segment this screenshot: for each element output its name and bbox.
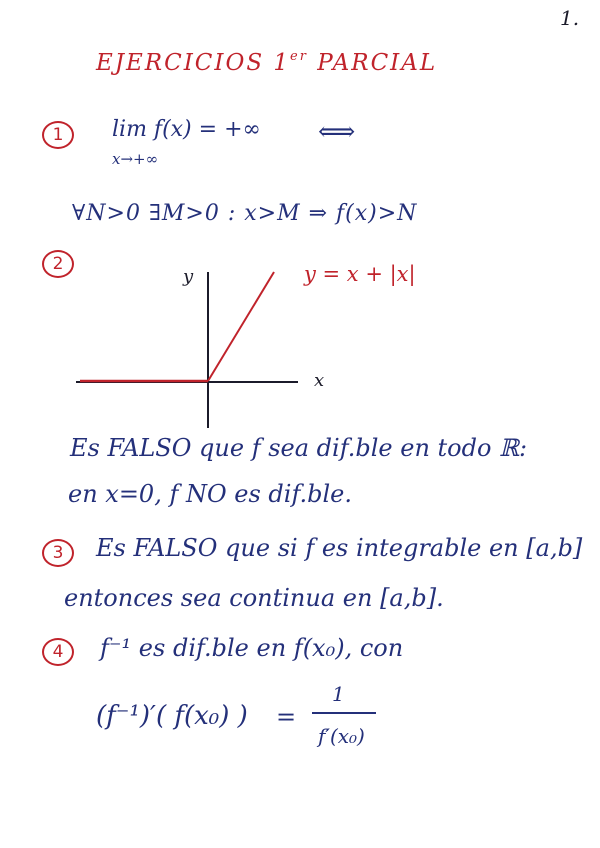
exercise-3-number: 3: [42, 539, 74, 567]
exercise-3-line-2: entonces sea continua en [a,b].: [64, 584, 444, 612]
x-axis-label: x: [314, 370, 325, 391]
exercise-1-number: 1: [42, 121, 74, 149]
exercise-2-line-2: en x=0, f NO es dif.ble.: [68, 480, 352, 508]
limit-definition: ∀N>0 ∃M>0 : x>M ⇒ f(x)>N: [72, 201, 418, 226]
derivative-inverse-lhs: (f⁻¹)′( f(x₀) ): [96, 701, 248, 731]
exercise-2-number: 2: [42, 250, 74, 278]
function-label: y = x + |x|: [304, 262, 416, 286]
fraction-bar: [312, 712, 376, 714]
equivalence-symbol: ⟺: [318, 117, 356, 147]
exercise-3-line-1: Es FALSO que si f es integrable en [a,b]: [96, 534, 583, 562]
limit-expression: lim f(x) = +∞: [112, 117, 261, 142]
fraction-numerator: 1: [332, 682, 345, 706]
title-rest: PARCIAL: [307, 50, 438, 76]
title-superscript: er: [290, 49, 308, 64]
page-number: 1.: [560, 6, 580, 30]
exercise-4-number: 4: [42, 638, 74, 666]
limit-subscript: x→+∞: [112, 150, 159, 168]
exercise-2-line-1: Es FALSO que f sea dif.ble en todo ℝ:: [70, 434, 528, 462]
title-main: EJERCICIOS 1: [96, 50, 291, 76]
y-axis-label: y: [183, 266, 194, 287]
exercise-4-line-1: f⁻¹ es dif.ble en f(x₀), con: [100, 634, 404, 662]
fraction-denominator: f′(x₀): [318, 724, 365, 748]
equals-sign: =: [276, 703, 297, 731]
graph-right-branch: [208, 272, 274, 381]
